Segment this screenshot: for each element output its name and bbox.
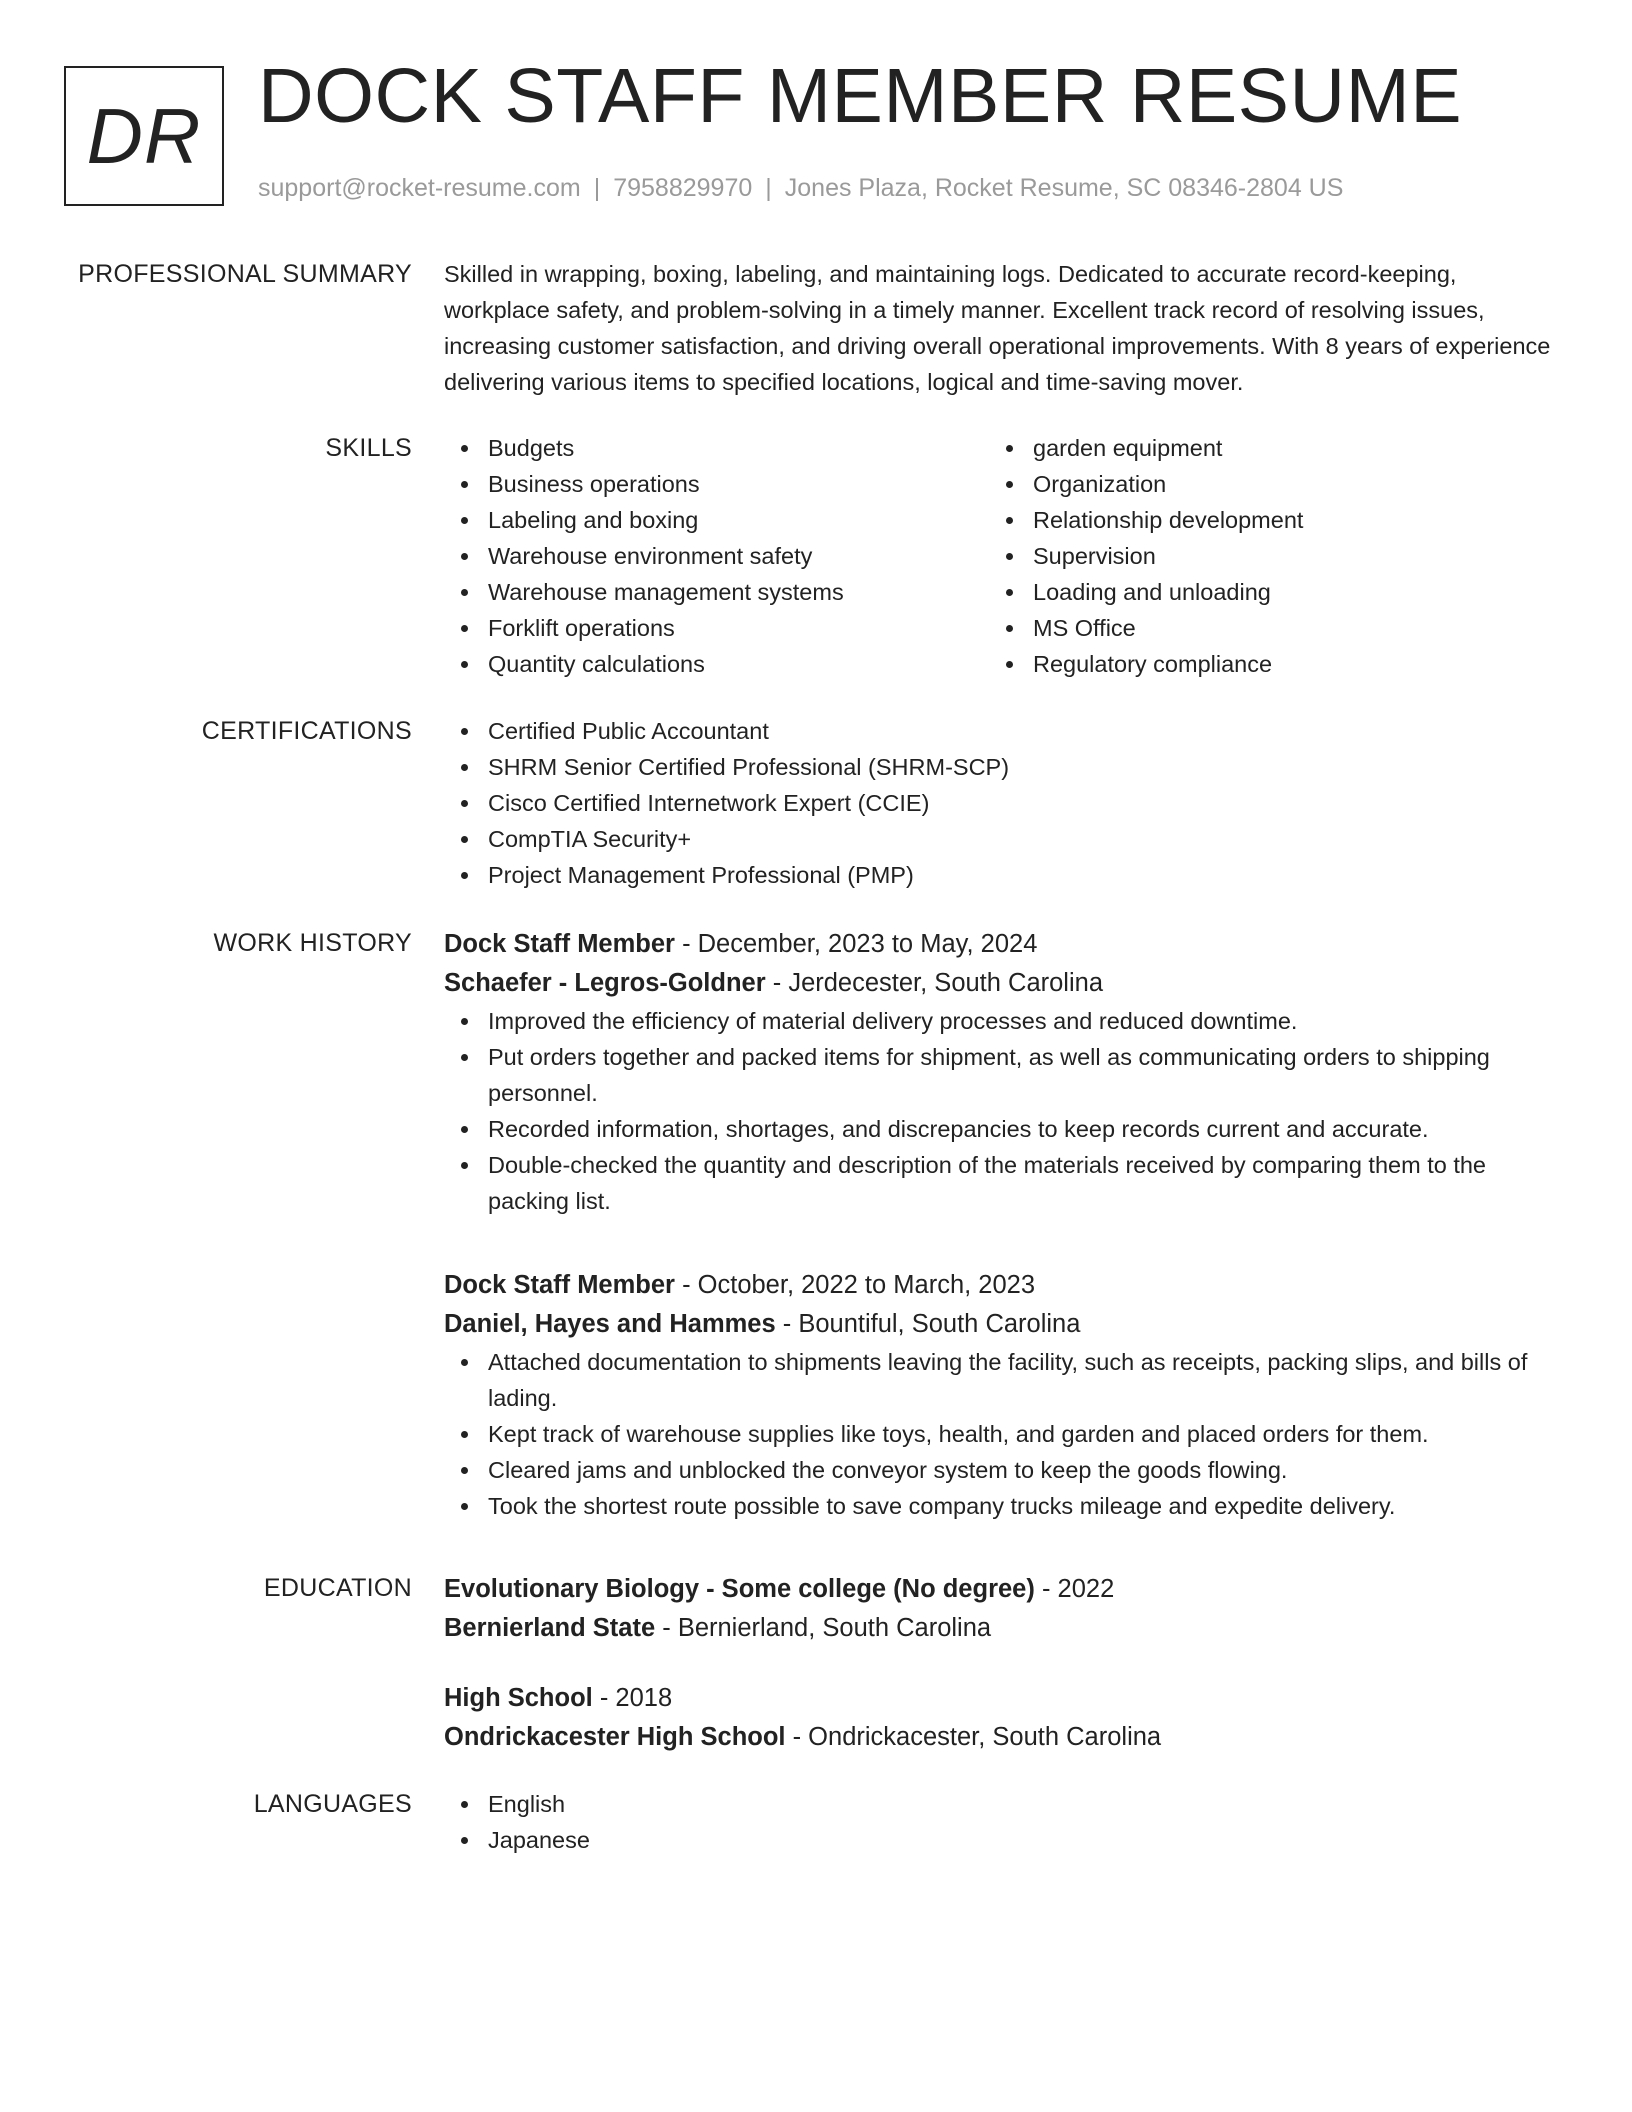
skill-item: Business operations [444, 466, 989, 502]
job-bullet: Double-checked the quantity and description of the materials received by comparing them to the packing list. [444, 1147, 1560, 1219]
contact-separator: | [765, 174, 772, 202]
education-entry [444, 1679, 1560, 1757]
contact-email[interactable]: support@rocket-resume.com [258, 174, 581, 202]
skill-item: Warehouse environment safety [444, 538, 989, 574]
job-entry [444, 925, 1560, 1219]
skill-item: Supervision [989, 538, 1534, 574]
job-bullets [444, 1003, 1560, 1219]
contact-phone[interactable]: 7958829970 [613, 174, 753, 202]
education-school: Bernierland State [444, 1614, 656, 1642]
education-degree-line [444, 1570, 1560, 1609]
contact-separator: | [593, 174, 601, 202]
education-entry [444, 1570, 1560, 1648]
skill-item: Warehouse management systems [444, 574, 989, 610]
job-company-line [444, 1305, 1560, 1344]
section-label-summary: PROFESSIONAL SUMMARY [78, 260, 412, 288]
contact-address: Jones Plaza, Rocket Resume, SC 08346-2804 US [784, 174, 1344, 202]
section-label-work-history: WORK HISTORY [213, 929, 412, 957]
certifications-list [444, 713, 1560, 893]
certification-item: CompTIA Security+ [444, 821, 1560, 857]
skill-item: Budgets [444, 430, 989, 466]
certification-item: Certified Public Accountant [444, 713, 1560, 749]
job-bullet: Put orders together and packed items for shipment, as well as communicating orders to shipping personnel. [444, 1039, 1560, 1111]
job-location: - Jerdecester, South Carolina [765, 969, 1103, 997]
language-item: English [444, 1786, 1560, 1822]
education-location: - Bernierland, South Carolina [655, 1614, 992, 1642]
education-school: Ondrickacester High School [444, 1723, 786, 1751]
section-label-education: EDUCATION [263, 1574, 412, 1602]
certification-item: Cisco Certified Internetwork Expert (CCIE) [444, 785, 1560, 821]
job-dates: - December, 2023 to May, 2024 [674, 930, 1038, 958]
education-location: - Ondrickacester, South Carolina [785, 1723, 1162, 1751]
section-label-certifications: CERTIFICATIONS [201, 717, 412, 745]
education-year: - 2022 [1034, 1575, 1115, 1603]
skill-item: Labeling and boxing [444, 502, 989, 538]
education-degree: High School [444, 1684, 593, 1712]
job-location: - Bountiful, South Carolina [775, 1310, 1081, 1338]
education-degree-line [444, 1679, 1560, 1718]
job-title: Dock Staff Member [444, 1271, 675, 1299]
job-bullets [444, 1344, 1560, 1524]
skill-item: Organization [989, 466, 1534, 502]
job-company-line [444, 964, 1560, 1003]
certification-item: Project Management Professional (PMP) [444, 857, 1560, 893]
resume-title: DOCK STAFF MEMBER RESUME [258, 53, 1463, 139]
skill-item: Quantity calculations [444, 646, 989, 682]
job-bullet: Recorded information, shortages, and discrepancies to keep records current and accurate. [444, 1111, 1560, 1147]
education-degree: Evolutionary Biology - Some college (No degree) [444, 1575, 1035, 1603]
skills-list-left [444, 430, 989, 682]
skill-item: Forklift operations [444, 610, 989, 646]
skill-item: garden equipment [989, 430, 1534, 466]
job-dates: - October, 2022 to March, 2023 [674, 1271, 1036, 1299]
job-title-line [444, 925, 1560, 964]
job-company: Schaefer - Legros-Goldner [444, 969, 766, 997]
section-label-languages: LANGUAGES [253, 1790, 412, 1818]
language-item: Japanese [444, 1822, 1560, 1858]
languages-list [444, 1786, 1560, 1858]
job-company: Daniel, Hayes and Hammes [444, 1310, 776, 1338]
job-bullet: Attached documentation to shipments leaving the facility, such as receipts, packing slips, and bills of lading. [444, 1344, 1560, 1416]
education-school-line [444, 1609, 1560, 1648]
summary-text: Skilled in wrapping, boxing, labeling, and maintaining logs. Dedicated to accurate record-keeping, workplace safety, and problem-solving in a timely manner. Excellent track record of resolving issues, increasing customer satisfaction, and driving overall operational improvements. With 8 years of experience delivering various items to specified locations, logical and time-saving mover. [444, 261, 1551, 395]
section-label-skills: SKILLS [325, 434, 412, 462]
job-bullet: Cleared jams and unblocked the conveyor system to keep the goods flowing. [444, 1452, 1560, 1488]
job-entry [444, 1266, 1560, 1524]
skill-item: Relationship development [989, 502, 1534, 538]
job-title-line [444, 1266, 1560, 1305]
education-school-line [444, 1718, 1560, 1757]
job-bullet: Took the shortest route possible to save company trucks mileage and expedite delivery. [444, 1488, 1560, 1524]
job-bullet: Kept track of warehouse supplies like toys, health, and garden and placed orders for them. [444, 1416, 1560, 1452]
certification-item: SHRM Senior Certified Professional (SHRM-SCP) [444, 749, 1560, 785]
monogram-logo: DR [64, 66, 224, 206]
education-year: - 2018 [592, 1684, 673, 1712]
skill-item: Regulatory compliance [989, 646, 1534, 682]
skill-item: MS Office [989, 610, 1534, 646]
job-bullet: Improved the efficiency of material delivery processes and reduced downtime. [444, 1003, 1560, 1039]
skill-item: Loading and unloading [989, 574, 1534, 610]
skills-list-right [989, 430, 1534, 682]
contact-line [258, 174, 1343, 203]
job-title: Dock Staff Member [444, 930, 675, 958]
